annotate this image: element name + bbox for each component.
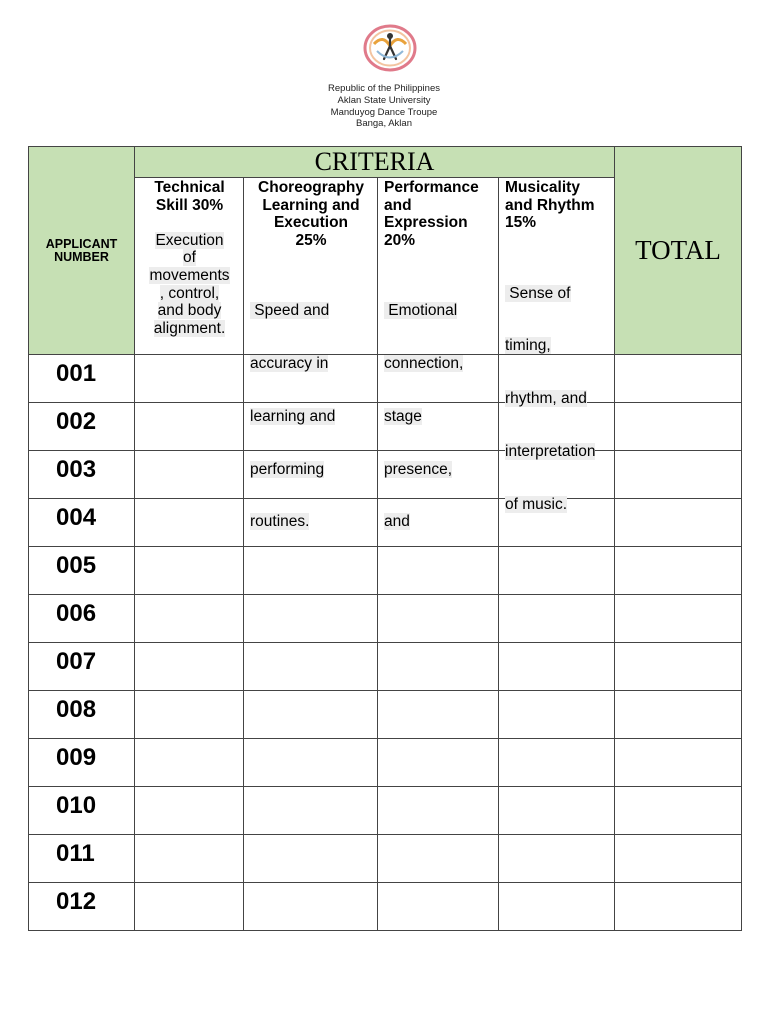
score-cell-performance[interactable]: [378, 691, 499, 739]
applicant-number: 012: [29, 883, 135, 931]
table-row: [29, 643, 742, 691]
criteria-header: CRITERIA: [135, 147, 615, 178]
total-cell[interactable]: [615, 835, 742, 883]
table-row: [29, 835, 742, 883]
score-cell-performance[interactable]: [378, 835, 499, 883]
document-header: [234, 83, 534, 130]
header-country: Republic of the Philippines: [328, 83, 440, 94]
applicant-number: 009: [29, 739, 135, 787]
score-cell-technical[interactable]: [135, 835, 244, 883]
applicant-number: 005: [29, 547, 135, 595]
applicant-number: 008: [29, 691, 135, 739]
score-cell-choreography[interactable]: [244, 643, 378, 691]
scoring-table: [28, 146, 742, 931]
score-cell-choreography[interactable]: [244, 691, 378, 739]
score-cell-technical[interactable]: [135, 451, 244, 499]
table-row: [29, 691, 742, 739]
score-cell-technical[interactable]: [135, 547, 244, 595]
score-cell-musicality[interactable]: [499, 835, 615, 883]
score-cell-musicality[interactable]: [499, 739, 615, 787]
applicant-number: 001: [29, 355, 135, 403]
table-row: [29, 739, 742, 787]
score-cell-choreography[interactable]: [244, 883, 378, 931]
score-cell-musicality[interactable]: [499, 547, 615, 595]
score-cell-technical[interactable]: [135, 787, 244, 835]
total-cell[interactable]: [615, 547, 742, 595]
total-cell[interactable]: [615, 499, 742, 547]
total-cell[interactable]: [615, 739, 742, 787]
score-cell-performance[interactable]: [378, 787, 499, 835]
score-cell-technical[interactable]: [135, 403, 244, 451]
criterion-choreography: Choreography Learning and Execution 25% Speed and accuracy in learning and performing routines.: [244, 178, 378, 355]
score-cell-musicality[interactable]: [499, 643, 615, 691]
total-cell[interactable]: [615, 355, 742, 403]
applicant-number: 003: [29, 451, 135, 499]
total-cell[interactable]: [615, 595, 742, 643]
score-cell-technical[interactable]: [135, 499, 244, 547]
total-cell[interactable]: [615, 403, 742, 451]
score-cell-technical[interactable]: [135, 595, 244, 643]
score-cell-performance[interactable]: [378, 739, 499, 787]
score-cell-technical[interactable]: [135, 643, 244, 691]
score-cell-choreography[interactable]: [244, 739, 378, 787]
applicant-number-header: APPLICANT NUMBER: [29, 147, 135, 355]
applicant-number: 002: [29, 403, 135, 451]
score-cell-choreography[interactable]: [244, 787, 378, 835]
score-cell-performance[interactable]: [378, 883, 499, 931]
total-cell[interactable]: [615, 691, 742, 739]
total-cell[interactable]: [615, 787, 742, 835]
applicant-number: 006: [29, 595, 135, 643]
header-troupe: Manduyog Dance Troupe: [330, 106, 438, 118]
applicant-number: 004: [29, 499, 135, 547]
total-cell[interactable]: [615, 643, 742, 691]
applicant-number: 011: [29, 835, 135, 883]
table-row: [29, 595, 742, 643]
criterion-technical-skill: Technical Skill 30% Execution of movements , control, and body alignment.: [135, 178, 244, 355]
score-cell-performance[interactable]: [378, 643, 499, 691]
score-cell-technical[interactable]: [135, 883, 244, 931]
table-row: [29, 883, 742, 931]
total-cell[interactable]: [615, 451, 742, 499]
score-cell-musicality[interactable]: [499, 595, 615, 643]
score-cell-technical[interactable]: [135, 691, 244, 739]
score-cell-musicality[interactable]: [499, 787, 615, 835]
total-header: TOTAL: [615, 147, 742, 355]
header-location: Banga, Aklan: [356, 118, 412, 130]
score-cell-technical[interactable]: [135, 739, 244, 787]
score-cell-choreography[interactable]: [244, 835, 378, 883]
applicant-number: 007: [29, 643, 135, 691]
score-cell-performance[interactable]: [378, 595, 499, 643]
table-row: [29, 787, 742, 835]
criterion-musicality-rhythm: Musicality and Rhythm 15% Sense of timing, rhythm, and interpretation of music.: [499, 178, 615, 355]
applicant-number: 010: [29, 787, 135, 835]
score-cell-musicality[interactable]: [499, 883, 615, 931]
troupe-logo: [363, 24, 417, 72]
score-cell-choreography[interactable]: [244, 595, 378, 643]
total-cell[interactable]: [615, 883, 742, 931]
header-university: Aklan State University: [337, 94, 431, 106]
score-cell-technical[interactable]: [135, 355, 244, 403]
score-cell-musicality[interactable]: [499, 691, 615, 739]
criterion-performance-expression: Performance and Expression 20% Emotional connection, stage presence, and: [378, 178, 499, 355]
